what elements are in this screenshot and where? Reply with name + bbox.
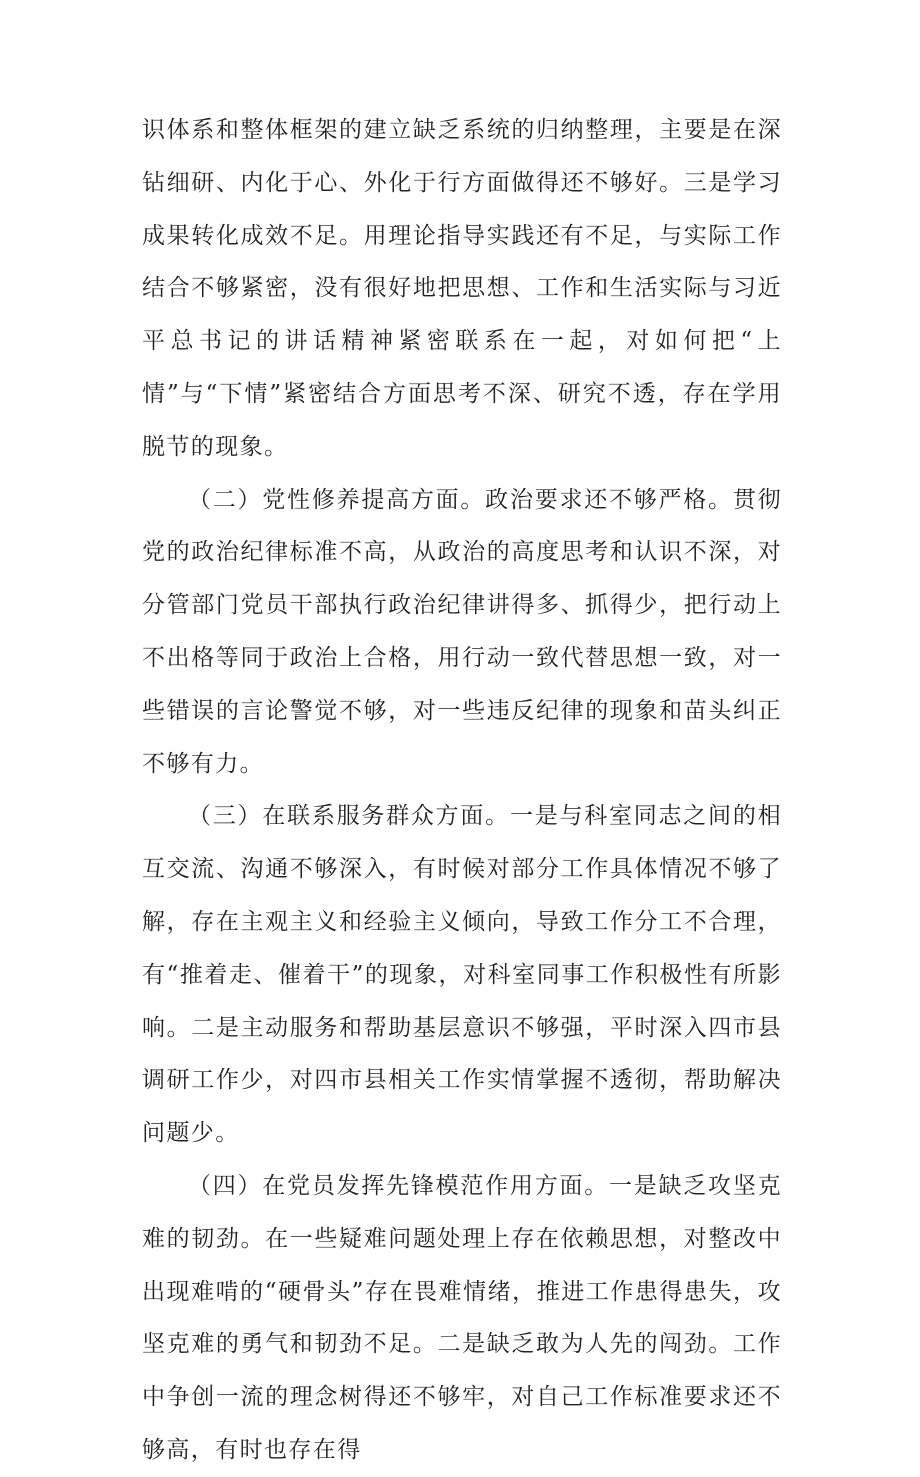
paragraph-vanguard-role: （四）在党员发挥先锋模范作用方面。一是缺乏攻坚克难的韧劲。在一些疑难问题处理上存在依赖思想，对整改中出现难啃的“硬骨头”存在畏难情绪，推进工作患得患失，攻坚克难的勇气和韧劲不足。二是缺乏敢为人先的闯劲。工作中争创一流的理念树得还不够牢，对自己工作标准要求还不够高，有时也存在得 xyxy=(142,1172,782,1463)
paragraph-serving-masses: （三）在联系服务群众方面。一是与科室同志之间的相互交流、沟通不够深入，有时候对部分工作具体情况不够了解，存在主观主义和经验主义倾向，导致工作分工不合理，有“推着走、催着干”的现象，对科室同事工作积极性有所影响。二是主动服务和帮助基层意识不够强，平时深入四市县调研工作少，对四市县相关工作实情掌握不透彻，帮助解决问题少。 xyxy=(142,803,782,1147)
paragraph-continuation: 识体系和整体框架的建立缺乏系统的归纳整理，主要是在深钻细研、内化于心、外化于行方面做得还不够好。三是学习成果转化成效不足。用理论指导实践还有不足，与实际工作结合不够紧密，没有很好地把思想、工作和生活实际与习近平总书记的讲话精神紧密联系在一起，对如何把“上情”与“下情”紧密结合方面思考不深、研究不透，存在学用脱节的现象。 xyxy=(142,117,782,460)
document-body xyxy=(142,104,782,1477)
paragraph-party-spirit: （二）党性修养提高方面。政治要求还不够严格。贯彻党的政治纪律标准不高，从政治的高度思考和认识不深，对分管部门党员干部执行政治纪律讲得多、抓得少，把行动上不出格等同于政治上合格，用行动一致代替思想一致，对一些错误的言论警觉不够，对一些违反纪律的现象和苗头纠正不够有力。 xyxy=(142,486,782,777)
